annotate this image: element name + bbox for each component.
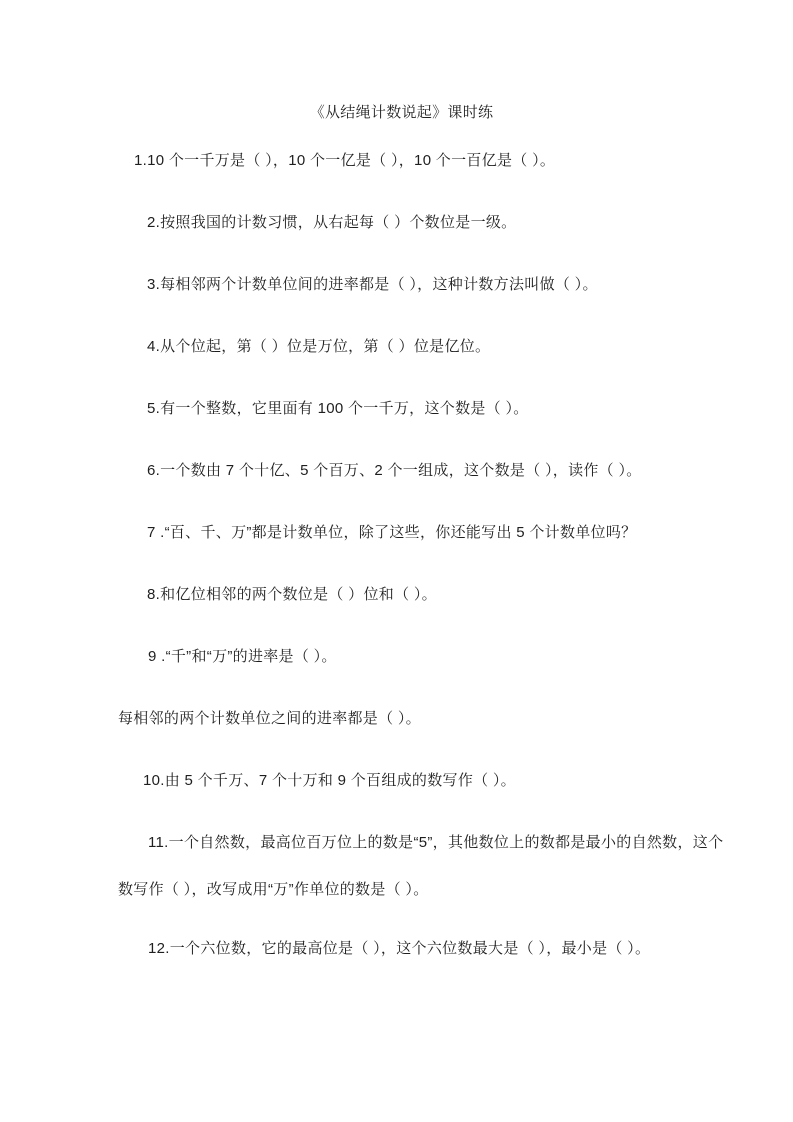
question-4: 4.从个位起，第（ ）位是万位，第（ ）位是亿位。 <box>147 338 491 355</box>
question-9: 9 .“千”和“万”的进率是（ ）。 <box>148 648 337 665</box>
question-2: 2.按照我国的计数习惯，从右起每（ ）个数位是一级。 <box>147 214 517 231</box>
question-7: 7 .“百、千、万”都是计数单位，除了这些，你还能写出 5 个计数单位吗？ <box>147 524 637 541</box>
question-9-continuation: 每相邻的两个计数单位之间的进率都是（ ）。 <box>118 710 421 727</box>
question-8: 8.和亿位相邻的两个数位是（ ）位和（ ）。 <box>147 586 437 603</box>
question-12: 12.一个六位数，它的最高位是（ ），这个六位数最大是（ ），最小是（ ）。 <box>148 940 651 957</box>
worksheet-title: 《从结绳计数说起》课时练 <box>309 104 494 121</box>
question-11-line1: 11.一个自然数，最高位百万位上的数是“5”，其他数位上的数都是最小的自然数，这个 <box>148 834 724 851</box>
question-11-line2: 数写作（ ），改写成用“万”作单位的数是（ ）。 <box>118 881 429 898</box>
question-6: 6.一个数由 7 个十亿、5 个百万、2 个一组成，这个数是（ ），读作（ ）。 <box>147 462 642 479</box>
question-3: 3.每相邻两个计数单位间的进率都是（ ），这种计数方法叫做（ ）。 <box>147 276 598 293</box>
question-5: 5.有一个整数，它里面有 100 个一千万，这个数是（ ）。 <box>147 400 529 417</box>
question-10: 10.由 5 个千万、7 个十万和 9 个百组成的数写作（ ）。 <box>143 772 516 789</box>
question-1: 1.10 个一千万是（ ），10 个一亿是（ ），10 个一百亿是（ ）。 <box>134 152 556 169</box>
